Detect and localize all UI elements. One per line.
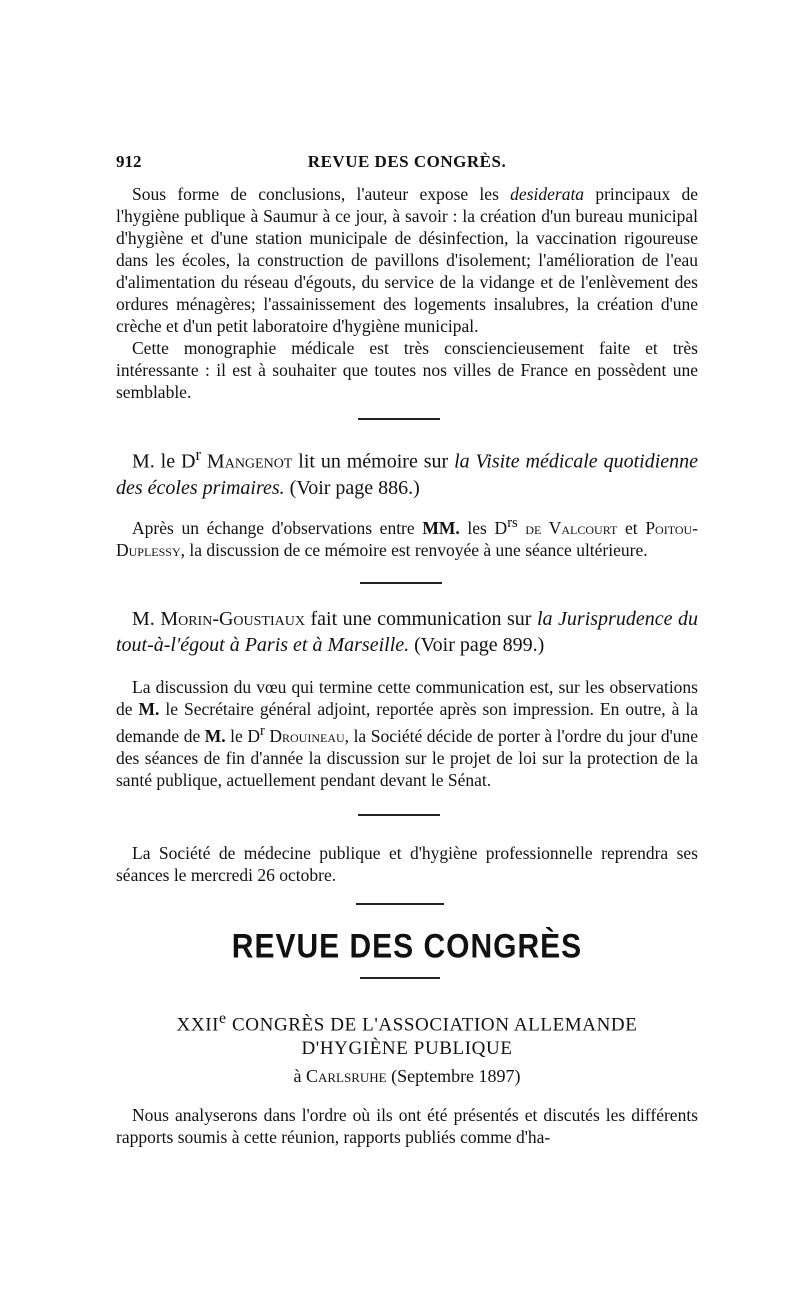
author-name: Morin-Goustiaux [160, 608, 305, 630]
separator-rule [360, 582, 442, 584]
text-run: Sous forme de conclusions, l'auteur expose les [132, 184, 511, 204]
paragraph-conclusions [116, 183, 698, 337]
section-saumur [116, 183, 698, 403]
text-run: à [293, 1066, 306, 1086]
person-name: Poitou-Duplessy [116, 517, 698, 560]
paragraph-mangenot [116, 442, 698, 501]
text-run: La discussion du vœu qui termine cette communication est, sur les observations de [116, 677, 698, 719]
paragraph-observations [116, 512, 698, 561]
congress-place [116, 1066, 698, 1087]
superscript: r [195, 445, 202, 464]
communication-title: la Jurisprudence du tout-à-l'égout à Paris et à Marseille. [116, 608, 698, 656]
paragraph-seances: La Société de médecine publique et d'hygiène professionnelle reprendra ses séances le mercredi 26 octobre. [116, 843, 698, 885]
page-number: 912 [116, 152, 142, 171]
text-run: (Septembre 1897) [386, 1066, 521, 1086]
text-run: M. le D [132, 450, 196, 473]
city-name: Carlsruhe [305, 1066, 387, 1086]
page-reference: (Voir page 899.) [409, 634, 545, 656]
text-run: M. [132, 608, 161, 630]
paragraph-morin [116, 606, 698, 658]
text-run: , la Société décide de porter à l'ordre du jour d'une des séances de fin d'année la discussion sur le projet de loi sur la protection de la santé publique, actuellement pendant devant le Sénat. [116, 725, 698, 790]
paragraph-monographie: Cette monographie médicale est très consciencieusement faite et très intéressante : il est à souhaiter que toutes nos villes de France en possèdent une semblable. [116, 338, 698, 402]
congress-title-line-1 [116, 1007, 698, 1037]
text-run: les D [459, 517, 508, 538]
text-run: fait une communication sur [304, 608, 537, 630]
superscript: e [219, 1010, 227, 1027]
italic-term: desiderata [510, 184, 585, 204]
separator-rule [356, 903, 444, 905]
congress-title [116, 1007, 698, 1061]
page-header [116, 152, 698, 178]
text-run: M. [138, 699, 160, 719]
separator-rule [360, 977, 440, 979]
text-run: lit un mémoire sur [292, 450, 455, 473]
text-run: CONGRÈS DE L'ASSOCIATION ALLEMANDE [226, 1014, 638, 1036]
author-name: Mangenot [206, 450, 293, 473]
text-run: le D [225, 725, 260, 746]
paragraph-discussion [116, 676, 698, 791]
person-name: de Valcourt [517, 517, 618, 538]
separator-rule [358, 418, 440, 420]
person-name: Drouineau [264, 725, 345, 746]
text-run: M. [204, 725, 226, 746]
paragraph-analyse: Nous analyserons dans l'ordre où ils ont été présentés et discutés les différents rapports soumis à cette réunion, rapports publiés comme d'ha- [116, 1105, 698, 1147]
text-run: principaux de l'hygiène publique à Saumur à ce jour, à savoir : la création d'un bureau municipal d'hygiène et d'une station municipale de désinfection, la vaccination rigoureuse dans les écoles, la construction de pavillons d'isolement; l'amélioration de l'eau d'alimentation du réseau d'égouts, du service de la vidange et de l'enlèvement des ordures ménagères; l'assainissement des logements insalubres, la création d'une crèche et d'un petit laboratoire d'hygiène municipal. [116, 184, 698, 336]
memoir-title: la Visite médicale quotidienne des écoles primaires. [116, 450, 699, 499]
running-title: REVUE DES CONGRÈS. [307, 152, 507, 171]
page-reference: (Voir page 886.) [284, 476, 420, 499]
text-run: MM. [422, 517, 460, 538]
section-title: REVUE DES CONGRÈS [231, 927, 583, 966]
text-run: Après un échange d'observations entre [132, 517, 423, 538]
congress-title-line-2: D'HYGIÈNE PUBLIQUE [301, 1038, 513, 1060]
text-run: , la discussion de ce mémoire est renvoyée à une séance ultérieure. [180, 539, 648, 560]
text-run: le Secrétaire général adjoint, reportée après son impression. En outre, à la demande de [116, 699, 698, 746]
text-run: et [617, 517, 646, 538]
superscript: r [259, 723, 265, 739]
superscript: rs [507, 515, 518, 531]
text-run: XXII [176, 1014, 220, 1036]
separator-rule [358, 814, 440, 816]
